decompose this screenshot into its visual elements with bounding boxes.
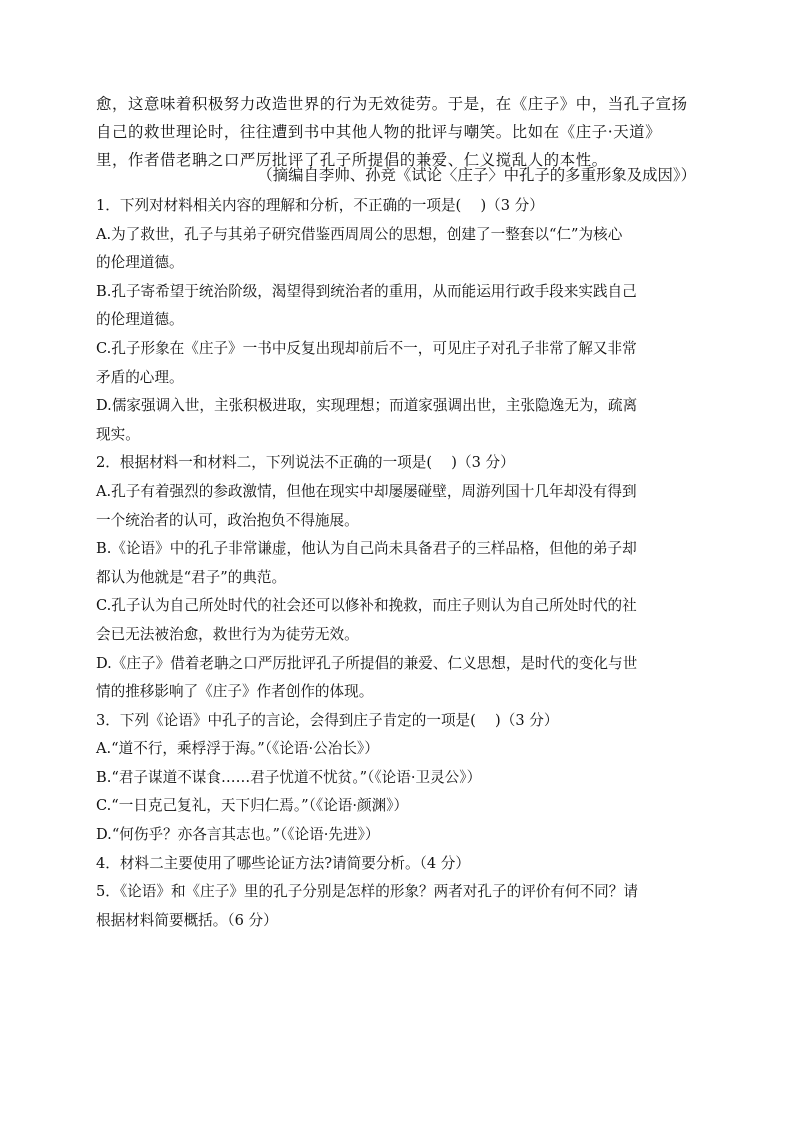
question-stem: 1．下列对材料相关内容的理解和分析，不正确的一项是( )（3 分） — [96, 197, 544, 214]
option-line: A.孔子有着强烈的参政激情，但他在现实中却屡屡碰壁，周游列国十几年却没有得到 — [96, 482, 637, 500]
option-line: 矛盾的心理。 — [96, 368, 184, 386]
option-b — [96, 278, 706, 335]
option-line: 现实。 — [96, 425, 140, 443]
question-stem: 3．下列《论语》中孔子的言论，会得到庄子肯定的一项是( )（3 分） — [96, 711, 559, 729]
option-line: A.“道不行，乘桴浮于海。”（《论语·公冶长》） — [96, 740, 379, 758]
option-c — [96, 592, 706, 649]
option-line: C.孔子形象在《庄子》一书中反复出现却前后不一，可见庄子对孔子非常了解又非常 — [96, 339, 637, 357]
option-d — [96, 650, 706, 707]
option-line: 会已无法被治愈，救世行为为徒劳无效。 — [96, 625, 359, 643]
passage-line: 自己的救世理论时，往往遭到书中其他人物的批评与嘲笑。比如在《庄子·天道》 — [96, 123, 662, 141]
source-citation: （摘编自李帅、孙竞《试论〈庄子〉中孔子的多重形象及成因》） — [257, 166, 696, 184]
option-line: B.“君子谋道不谋食……君子忧道不忧贫。”（《论语·卫灵公》） — [96, 768, 482, 786]
question-list — [96, 192, 706, 935]
option-d — [96, 821, 706, 850]
option-a — [96, 478, 706, 535]
option-line: 的伦理道德。 — [96, 311, 184, 329]
question-stem: 4．材料二主要使用了哪些论证方法?请简要分析。（4 分） — [96, 854, 470, 872]
passage-line: 里，作者借老聃之口严厉批评了孔子所提倡的兼爱、仁义搅乱人的本性。 — [96, 151, 608, 169]
option-a — [96, 221, 706, 278]
option-d — [96, 392, 706, 449]
option-line: D.儒家强调入世，主张积极进取，实现理想；而道家强调出世，主张隐逸无为，疏离 — [96, 397, 638, 415]
question-3 — [96, 707, 706, 850]
question-stem: 5．《论语》和《庄子》里的孔子分别是怎样的形象？两者对孔子的评价有何不同？请 — [96, 883, 638, 901]
option-line: 一个统治者的认可，政治抱负不得施展。 — [96, 511, 359, 529]
question-4 — [96, 850, 706, 879]
option-c — [96, 792, 706, 821]
option-line: C.孔子认为自己所处时代的社会还可以修补和挽救，而庄子则认为自己所处时代的社 — [96, 597, 637, 615]
passage-line: 愈，这意味着积极努力改造世界的行为无效徒劳。于是，在《庄子》中，当孔子宣扬 — [96, 95, 688, 113]
option-a — [96, 735, 706, 764]
option-b — [96, 764, 706, 793]
option-line: 都认为他就是“君子”的典范。 — [96, 568, 287, 586]
option-line: 情的推移影响了《庄子》作者创作的体现。 — [96, 683, 374, 701]
option-line: B.《论语》中的孔子非常谦虚，他认为自己尚未具备君子的三样品格，但他的弟子却 — [96, 540, 637, 558]
question-stem: 2．根据材料一和材料二，下列说法不正确的一项是( )（3 分） — [96, 454, 515, 472]
question-stem: 根据材料简要概括。（6 分） — [96, 911, 278, 929]
option-line: A.为了救世，孔子与其弟子研究借鉴西周周公的思想，创建了一整套以“仁”为核心 — [96, 225, 623, 243]
option-line: C.“一日克己复礼，天下归仁焉。”（《论语·颜渊》） — [96, 797, 409, 815]
question-5 — [96, 878, 706, 935]
option-b — [96, 535, 706, 592]
option-line: B.孔子寄希望于统治阶级，渴望得到统治者的重用，从而能运用行政手段来实践自己 — [96, 282, 637, 300]
option-c — [96, 335, 706, 392]
option-line: D.“何伤乎？亦各言其志也。”（《论语·先进》） — [96, 826, 380, 844]
question-1 — [96, 192, 706, 449]
option-line: D.《庄子》借着老聃之口严厉批评孔子所提倡的兼爱、仁义思想，是时代的变化与世 — [96, 654, 638, 672]
question-2 — [96, 449, 706, 706]
option-line: 的伦理道德。 — [96, 254, 184, 272]
